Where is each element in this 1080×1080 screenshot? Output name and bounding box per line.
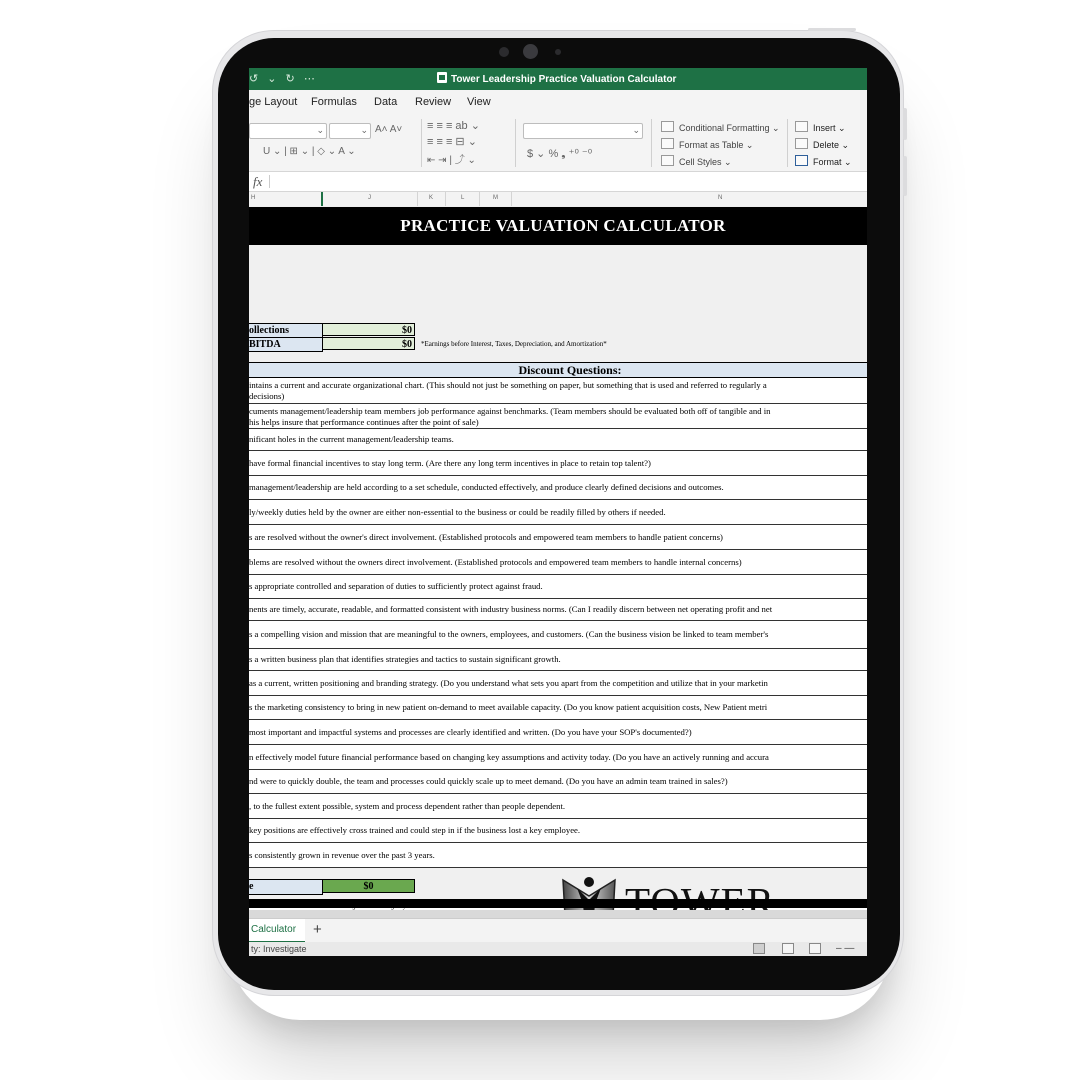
ribbon-separator [515, 119, 516, 167]
alignment-buttons[interactable]: ≡ ≡ ≡ ⊟ ⌄ [427, 136, 477, 148]
discount-question-text: nificant holes in the current management/leadership teams. [249, 434, 454, 444]
alignment-buttons[interactable]: ≡ ≡ ≡ ab ⌄ [427, 120, 480, 132]
sheet-bottom-band [249, 899, 867, 908]
discount-question-text: intains a current and accurate organizational chart. (This should not just be something on paper, but something that is used and referred to regularly a [249, 380, 767, 390]
ribbon-tabs [249, 90, 867, 115]
worksheet-grid[interactable] [249, 206, 867, 906]
sensor-dot [499, 47, 509, 57]
discount-question-row[interactable] [249, 575, 867, 599]
chevron-down-icon: ⌄ [316, 125, 324, 135]
ebitda-note: *Earnings before Interest, Taxes, Depreciation, and Amortization* [421, 340, 607, 348]
selected-column-marker [321, 192, 323, 206]
delete-button[interactable]: Delete ⌄ [795, 138, 849, 151]
valuation-result-label: e [249, 879, 323, 895]
font-size-dropdown[interactable] [329, 123, 371, 139]
collections-label: ollections [249, 323, 323, 338]
cell-styles-icon [661, 155, 674, 166]
column-header-k[interactable]: K [429, 195, 434, 201]
excel-document-icon [437, 72, 447, 83]
discount-question-text: s are resolved without the owner's direct involvement. (Established protocols and empowered team members to handle patient concerns) [249, 532, 723, 542]
discount-question-text: as a current, written positioning and branding strategy. (Do you understand what sets you apart from the competition and utilize that in your marketin [249, 678, 768, 688]
discount-question-text: s consistently grown in revenue over the past 3 years. [249, 850, 435, 860]
conditional-formatting-icon [661, 121, 674, 132]
column-header-m[interactable]: M [493, 195, 498, 201]
format-as-table-label: Format as Table [679, 140, 744, 150]
tab-review[interactable]: Review [415, 96, 452, 108]
ebitda-value-cell[interactable]: $0 [322, 337, 415, 350]
discount-question-text: n effectively model future financial performance based on changing key assumptions and activity today. (Do you have an actively running and accura [249, 752, 769, 762]
discount-question-text: most important and impactful systems and processes are clearly identified and written. (Do you have your SOP's documented?) [249, 727, 692, 737]
tab-view[interactable]: View [467, 96, 491, 108]
insert-cells-icon [795, 121, 808, 132]
format-label: Format [813, 157, 842, 167]
zoom-slider[interactable]: – — [836, 943, 855, 954]
title-bar [249, 68, 867, 90]
conditional-formatting-button[interactable]: Conditional Formatting ⌄ [661, 121, 780, 134]
format-as-table-button[interactable]: Format as Table ⌄ [661, 138, 753, 151]
discount-question-row[interactable] [249, 696, 867, 720]
ribbon [249, 115, 867, 172]
conditional-formatting-label: Conditional Formatting [679, 123, 770, 133]
discount-question-text-line2: his helps insure that performance continues after the point of sale) [249, 417, 479, 427]
valuation-result-value[interactable]: $0 [322, 879, 415, 893]
column-header-n[interactable]: N [718, 195, 723, 201]
column-divider [445, 192, 446, 206]
screen [249, 68, 867, 956]
discount-question-row[interactable] [249, 378, 867, 404]
page-break-view-icon[interactable] [809, 943, 821, 954]
window-title [437, 72, 676, 85]
discount-question-text: management/leadership are held according to a set schedule, conducted effectively, and produce clearly defined decisions and outcomes. [249, 482, 724, 492]
side-button [903, 108, 907, 140]
discount-question-row[interactable] [249, 819, 867, 843]
ebitda-label: BITDA [249, 337, 323, 352]
delete-label: Delete [813, 140, 840, 150]
collections-value-cell[interactable]: $0 [322, 323, 415, 336]
discount-question-text: nd were to quickly double, the team and processes could quickly scale up to meet demand. (Do you have an admin team trained in sales?) [249, 776, 728, 786]
tab-formulas[interactable]: Formulas [311, 96, 357, 108]
discount-question-row[interactable] [249, 649, 867, 671]
quick-access-toolbar[interactable]: ↺ ⌄ ↻ ⋯ [249, 73, 318, 85]
discount-question-row[interactable] [249, 720, 867, 745]
sheet-tabs-bar [249, 918, 867, 943]
formula-bar-divider [269, 175, 270, 188]
discount-questions-title: Discount Questions: [518, 363, 622, 377]
discount-question-row[interactable] [249, 770, 867, 794]
discount-question-row[interactable] [249, 621, 867, 649]
discount-question-text: cuments management/leadership team members job performance against benchmarks. (Team members should be evaluated both off of tangible and in [249, 406, 771, 416]
discount-question-row[interactable] [249, 476, 867, 500]
window-title-text: Tower Leadership Practice Valuation Calculator [451, 74, 677, 85]
chevron-down-icon: ⌄ [360, 125, 368, 135]
indent-buttons[interactable]: ⇤ ⇥ | ⤴ ⌄ [427, 155, 476, 166]
column-divider [511, 192, 512, 206]
discount-question-text: nents are timely, accurate, readable, and formatted consistent with industry business norms. (Can I readily discern between net operating profit and net [249, 604, 773, 614]
normal-view-icon[interactable] [753, 943, 765, 954]
discount-question-row[interactable] [249, 451, 867, 476]
column-header-l[interactable]: L [461, 195, 465, 201]
discount-question-text: blems are resolved without the owners direct involvement. (Established protocols and empowered team members to handle internal concerns) [249, 557, 742, 567]
page-layout-view-icon[interactable] [782, 943, 794, 954]
ribbon-separator [651, 119, 652, 167]
side-button [903, 156, 907, 196]
column-headers [249, 192, 867, 207]
sensor-dot [555, 49, 561, 55]
discount-question-row[interactable] [249, 671, 867, 696]
number-format-dropdown[interactable] [523, 123, 643, 139]
cell-styles-button[interactable]: Cell Styles ⌄ [661, 155, 732, 168]
tab-page-layout[interactable]: ge Layout [249, 96, 298, 108]
discount-question-text: , to the fullest extent possible, system and process dependent rather than people dependent. [249, 801, 566, 811]
insert-label: Insert [813, 123, 836, 133]
discount-question-row[interactable] [249, 500, 867, 525]
fx-icon[interactable]: fx [253, 174, 263, 189]
discount-question-row[interactable] [249, 550, 867, 575]
discount-question-text: have formal financial incentives to stay long term. (Are there any long term incentives in place to retain top talent?) [249, 458, 651, 468]
discount-question-text: s appropriate controlled and separation of duties to sufficiently protect against fraud. [249, 581, 543, 591]
discount-question-text: key positions are effectively cross trained and could step in if the business lost a key employee. [249, 825, 581, 835]
horizontal-scrollbar[interactable] [249, 910, 867, 918]
discount-question-row[interactable] [249, 429, 867, 451]
column-divider [479, 192, 480, 206]
discount-question-row[interactable] [249, 404, 867, 429]
camera-lens [523, 44, 538, 59]
ribbon-separator [421, 119, 422, 167]
discount-question-row[interactable] [249, 843, 867, 868]
top-button [808, 28, 856, 31]
column-divider [417, 192, 418, 206]
font-grow-shrink-buttons[interactable]: A˄ A˅ [375, 124, 403, 135]
calculator-title: PRACTICE VALUATION CALCULATOR [400, 216, 726, 235]
formula-bar[interactable] [249, 172, 867, 192]
number-format-buttons[interactable]: $ ⌄ % ❟ ⁺⁰ ⁻⁰ [527, 148, 593, 160]
discount-question-row[interactable] [249, 794, 867, 819]
column-header-j[interactable]: J [368, 195, 371, 201]
format-buttons[interactable]: U ⌄ | ⊞ ⌄ | ◇ ⌄ A ⌄ [263, 146, 356, 157]
discount-question-text-line2: decisions) [249, 391, 285, 401]
discount-question-row[interactable] [249, 745, 867, 770]
tab-data[interactable]: Data [374, 96, 398, 108]
discount-question-text: ly/weekly duties held by the owner are either non-essential to the business or could be readily filled by others if needed. [249, 507, 666, 517]
discount-question-text: s a written business plan that identifies strategies and tactics to sustain significant growth. [249, 654, 561, 664]
discount-question-text: s a compelling vision and mission that are meaningful to the owners, employees, and customers. (Can the business vision be linked to team member's [249, 629, 769, 639]
calculator-title-banner [249, 207, 867, 245]
add-sheet-button[interactable]: + [313, 921, 322, 938]
column-header-h[interactable]: H [251, 195, 256, 201]
format-cells-icon [795, 155, 808, 166]
format-button[interactable]: Format ⌄ [795, 155, 852, 168]
cell-styles-label: Cell Styles [679, 157, 722, 167]
font-name-dropdown[interactable] [249, 123, 327, 139]
ribbon-separator [787, 119, 788, 167]
chevron-down-icon: ⌄ [632, 125, 640, 135]
accessibility-status[interactable]: ty: Investigate [251, 944, 307, 954]
discount-question-row[interactable] [249, 525, 867, 550]
discount-questions-header [249, 362, 867, 378]
table-icon [661, 138, 674, 149]
sheet-tab-calculator[interactable]: Calculator [249, 919, 305, 943]
discount-question-row[interactable] [249, 599, 867, 621]
insert-button[interactable]: Insert ⌄ [795, 121, 846, 134]
status-bar [249, 942, 867, 956]
delete-cells-icon [795, 138, 808, 149]
discount-question-text: s the marketing consistency to bring in new patient on-demand to meet available capacity. (Do you know patient acquisition costs, New Patient metri [249, 702, 768, 712]
